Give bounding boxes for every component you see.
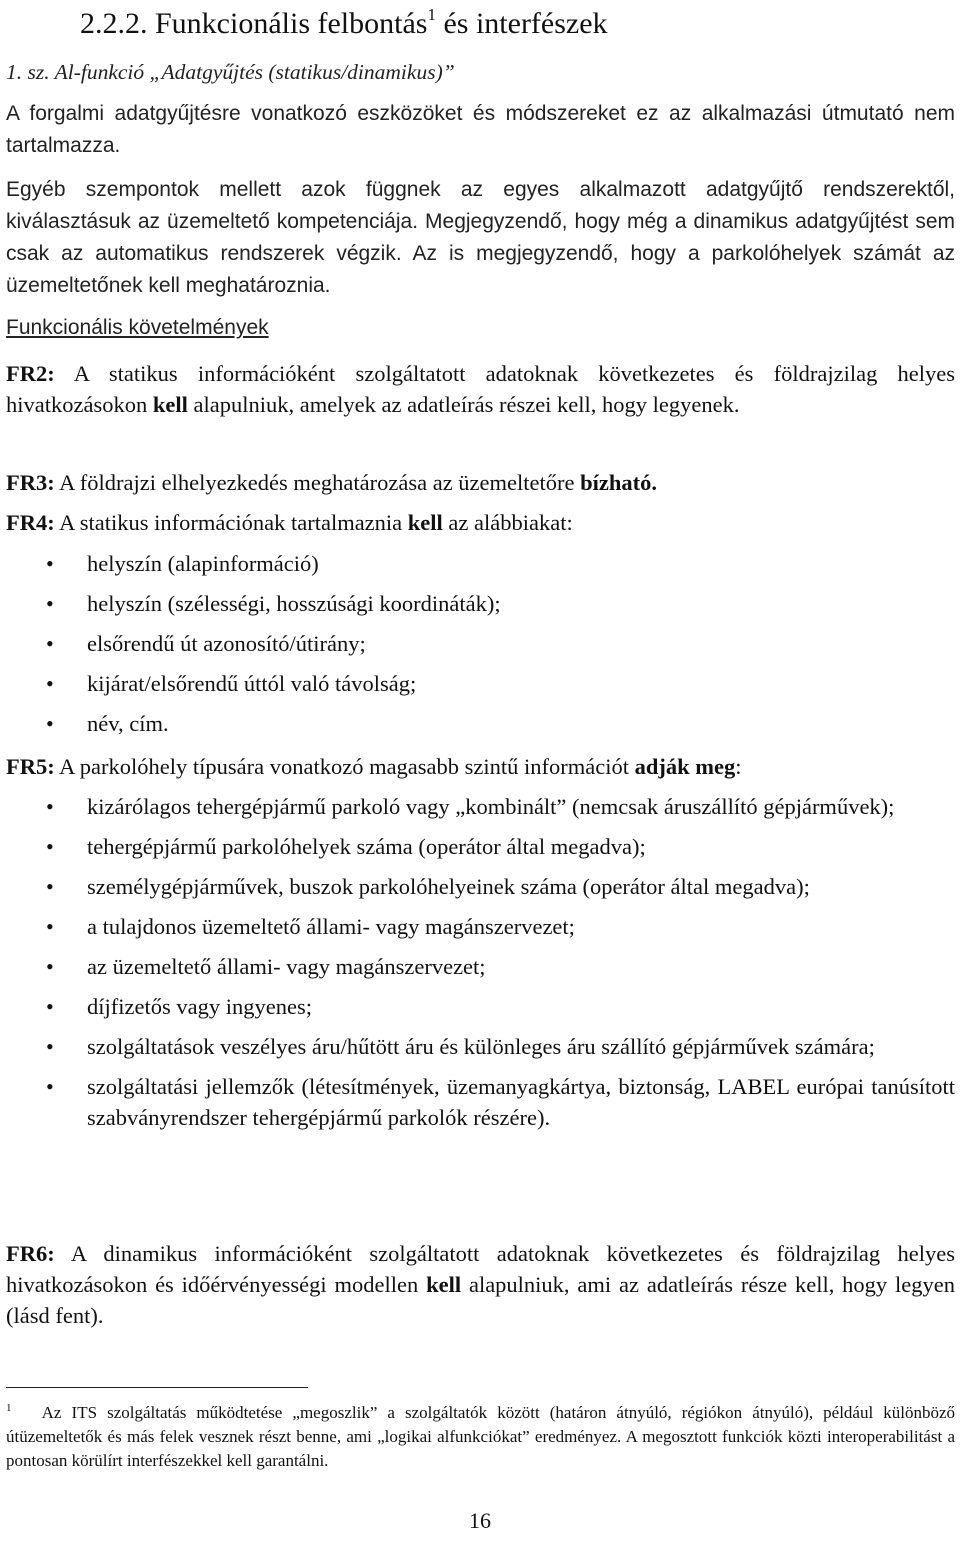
fr6-text-end: alapulniuk, ami az adatleírás része kell, hogy legyen (lásd fent). bbox=[6, 1272, 956, 1328]
bullet-icon: • bbox=[46, 914, 54, 939]
fr5-text-end: : bbox=[735, 754, 742, 779]
list-item bbox=[0, 1071, 955, 1133]
requirement-fr3 bbox=[6, 467, 955, 498]
list-item bbox=[0, 831, 955, 862]
list-item bbox=[0, 668, 955, 699]
footnote bbox=[6, 1401, 955, 1473]
fr4-text: A statikus információnak tartalmaznia bbox=[59, 510, 403, 535]
bullet-icon: • bbox=[46, 1074, 54, 1099]
list-item-text: szolgáltatási jellemzők (létesítmények, üzemanyagkártya, biztonság, LABEL európai tanúsított szabványrendszer tehergépjármű parkolók részére). bbox=[87, 1074, 955, 1130]
fr2-text-end: alapulniuk, amelyek az adatleírás részei kell, hogy legyenek. bbox=[193, 392, 740, 417]
list-item bbox=[0, 871, 955, 902]
list-item bbox=[0, 588, 955, 619]
list-item-text: személygépjárművek, buszok parkolóhelyeinek száma (operátor által megadva); bbox=[87, 874, 810, 899]
list-item bbox=[0, 1031, 955, 1062]
fr3-label: FR3: bbox=[6, 470, 55, 495]
section-title: Funkcionális felbontás bbox=[155, 7, 428, 40]
bullet-icon: • bbox=[46, 631, 54, 656]
footnote-text: Az ITS szolgáltatás működtetése „megoszlik” a szolgáltatók között (határon átnyúló, régiókon átnyúló), például különböző útüzemeltetők és más felek vesznek részt benne, ami „logikai alfunkciókat” eredményez. A megosztott funkciók közti interoperabilitást a pontosan körülírt interfészekkel kell garantálni. bbox=[6, 1403, 956, 1470]
bullet-icon: • bbox=[46, 874, 54, 899]
fr6-emphasis: kell bbox=[426, 1272, 462, 1297]
fr2-label: FR2: bbox=[6, 361, 55, 386]
bullet-icon: • bbox=[46, 711, 54, 736]
bullet-icon: • bbox=[46, 551, 54, 576]
fr4-emphasis: kell bbox=[407, 510, 443, 535]
paragraph-2: Egyéb szempontok mellett azok függnek az egyes alkalmazott adatgyűjtő rendszerektől, kiválasztásuk az üzemeltető kompetenciája. Megjegyzendő, hogy még a dinamikus adatgyűjtést sem csak az automatikus rendszerek végzik. Az is megjegyzendő, hogy a parkolóhelyek számát az üzemeltetőnek kell meghatároznia. bbox=[6, 178, 955, 297]
fr4-list bbox=[0, 548, 955, 739]
list-item-text: kijárat/elsőrendű úttól való távolság; bbox=[87, 671, 417, 696]
fr2-emphasis: kell bbox=[152, 392, 188, 417]
requirement-fr6 bbox=[6, 1238, 955, 1331]
list-item-text: kizárólagos tehergépjármű parkoló vagy „kombinált” (nemcsak áruszállító gépjárművek); bbox=[87, 794, 895, 819]
fr4-label: FR4: bbox=[6, 510, 55, 535]
fr3-emphasis: bízható. bbox=[580, 470, 658, 495]
list-item-text: elsőrendű út azonosító/útirány; bbox=[87, 631, 366, 656]
section-heading bbox=[80, 4, 608, 44]
footnote-divider bbox=[6, 1387, 308, 1388]
list-item-text: az üzemeltető állami- vagy magánszervezet; bbox=[87, 954, 486, 979]
fr3-text: A földrajzi elhelyezkedés meghatározása az üzemeltetőre bbox=[59, 470, 575, 495]
list-item-text: név, cím. bbox=[87, 711, 169, 736]
bullet-icon: • bbox=[46, 794, 54, 819]
functional-requirements-title: Funkcionális követelmények bbox=[6, 316, 269, 339]
fr5-label: FR5: bbox=[6, 754, 55, 779]
fr4-text-end: az alábbiakat: bbox=[448, 510, 573, 535]
requirement-fr4 bbox=[6, 507, 955, 538]
page-number: 16 bbox=[469, 1508, 491, 1533]
bullet-icon: • bbox=[46, 954, 54, 979]
subfunction-title: 1. sz. Al-funkció „Adatgyűjtés (statikus/dinamikus)” bbox=[6, 60, 455, 84]
bullet-icon: • bbox=[46, 834, 54, 859]
bullet-icon: • bbox=[46, 1034, 54, 1059]
list-item bbox=[0, 991, 955, 1022]
list-item bbox=[0, 708, 955, 739]
paragraph-1: A forgalmi adatgyűjtésre vonatkozó eszközöket és módszereket ez az alkalmazási útmutató nem tartalmazza. bbox=[6, 102, 955, 157]
list-item-text: díjfizetős vagy ingyenes; bbox=[87, 994, 312, 1019]
list-item-text: helyszín (alapinformáció) bbox=[87, 551, 319, 576]
footnote-mark: 1 bbox=[6, 1402, 12, 1414]
footnote-reference[interactable]: 1 bbox=[427, 5, 436, 24]
list-item bbox=[0, 548, 955, 579]
requirement-fr2 bbox=[6, 358, 955, 420]
fr5-emphasis: adják meg bbox=[634, 754, 736, 779]
list-item-text: a tulajdonos üzemeltető állami- vagy magánszervezet; bbox=[87, 914, 575, 939]
requirement-fr5 bbox=[6, 751, 955, 782]
list-item bbox=[0, 791, 955, 822]
fr5-list bbox=[0, 791, 955, 1133]
list-item-text: tehergépjármű parkolóhelyek száma (operátor által megadva); bbox=[87, 834, 646, 859]
list-item bbox=[0, 628, 955, 659]
bullet-icon: • bbox=[46, 994, 54, 1019]
bullet-icon: • bbox=[46, 671, 54, 696]
bullet-icon: • bbox=[46, 591, 54, 616]
fr2-text: A statikus információként szolgáltatott adatoknak következetes és földrajzilag helyes hivatkozásokon bbox=[6, 361, 955, 417]
fr5-text: A parkolóhely típusára vonatkozó magasabb szintű információt bbox=[59, 754, 629, 779]
list-item bbox=[0, 911, 955, 942]
section-title-end: és interfészek bbox=[443, 7, 608, 40]
fr6-label: FR6: bbox=[6, 1241, 55, 1266]
list-item-text: szolgáltatások veszélyes áru/hűtött áru és különleges áru szállító gépjárművek számára; bbox=[87, 1034, 875, 1059]
fr6-text: A dinamikus információként szolgáltatott adatoknak következetes és földrajzilag helyes hivatkozásokon és időérvényességi modellen bbox=[6, 1241, 955, 1297]
list-item-text: helyszín (szélességi, hosszúsági koordináták); bbox=[87, 591, 501, 616]
list-item bbox=[0, 951, 955, 982]
section-number: 2.2.2. bbox=[80, 7, 148, 40]
